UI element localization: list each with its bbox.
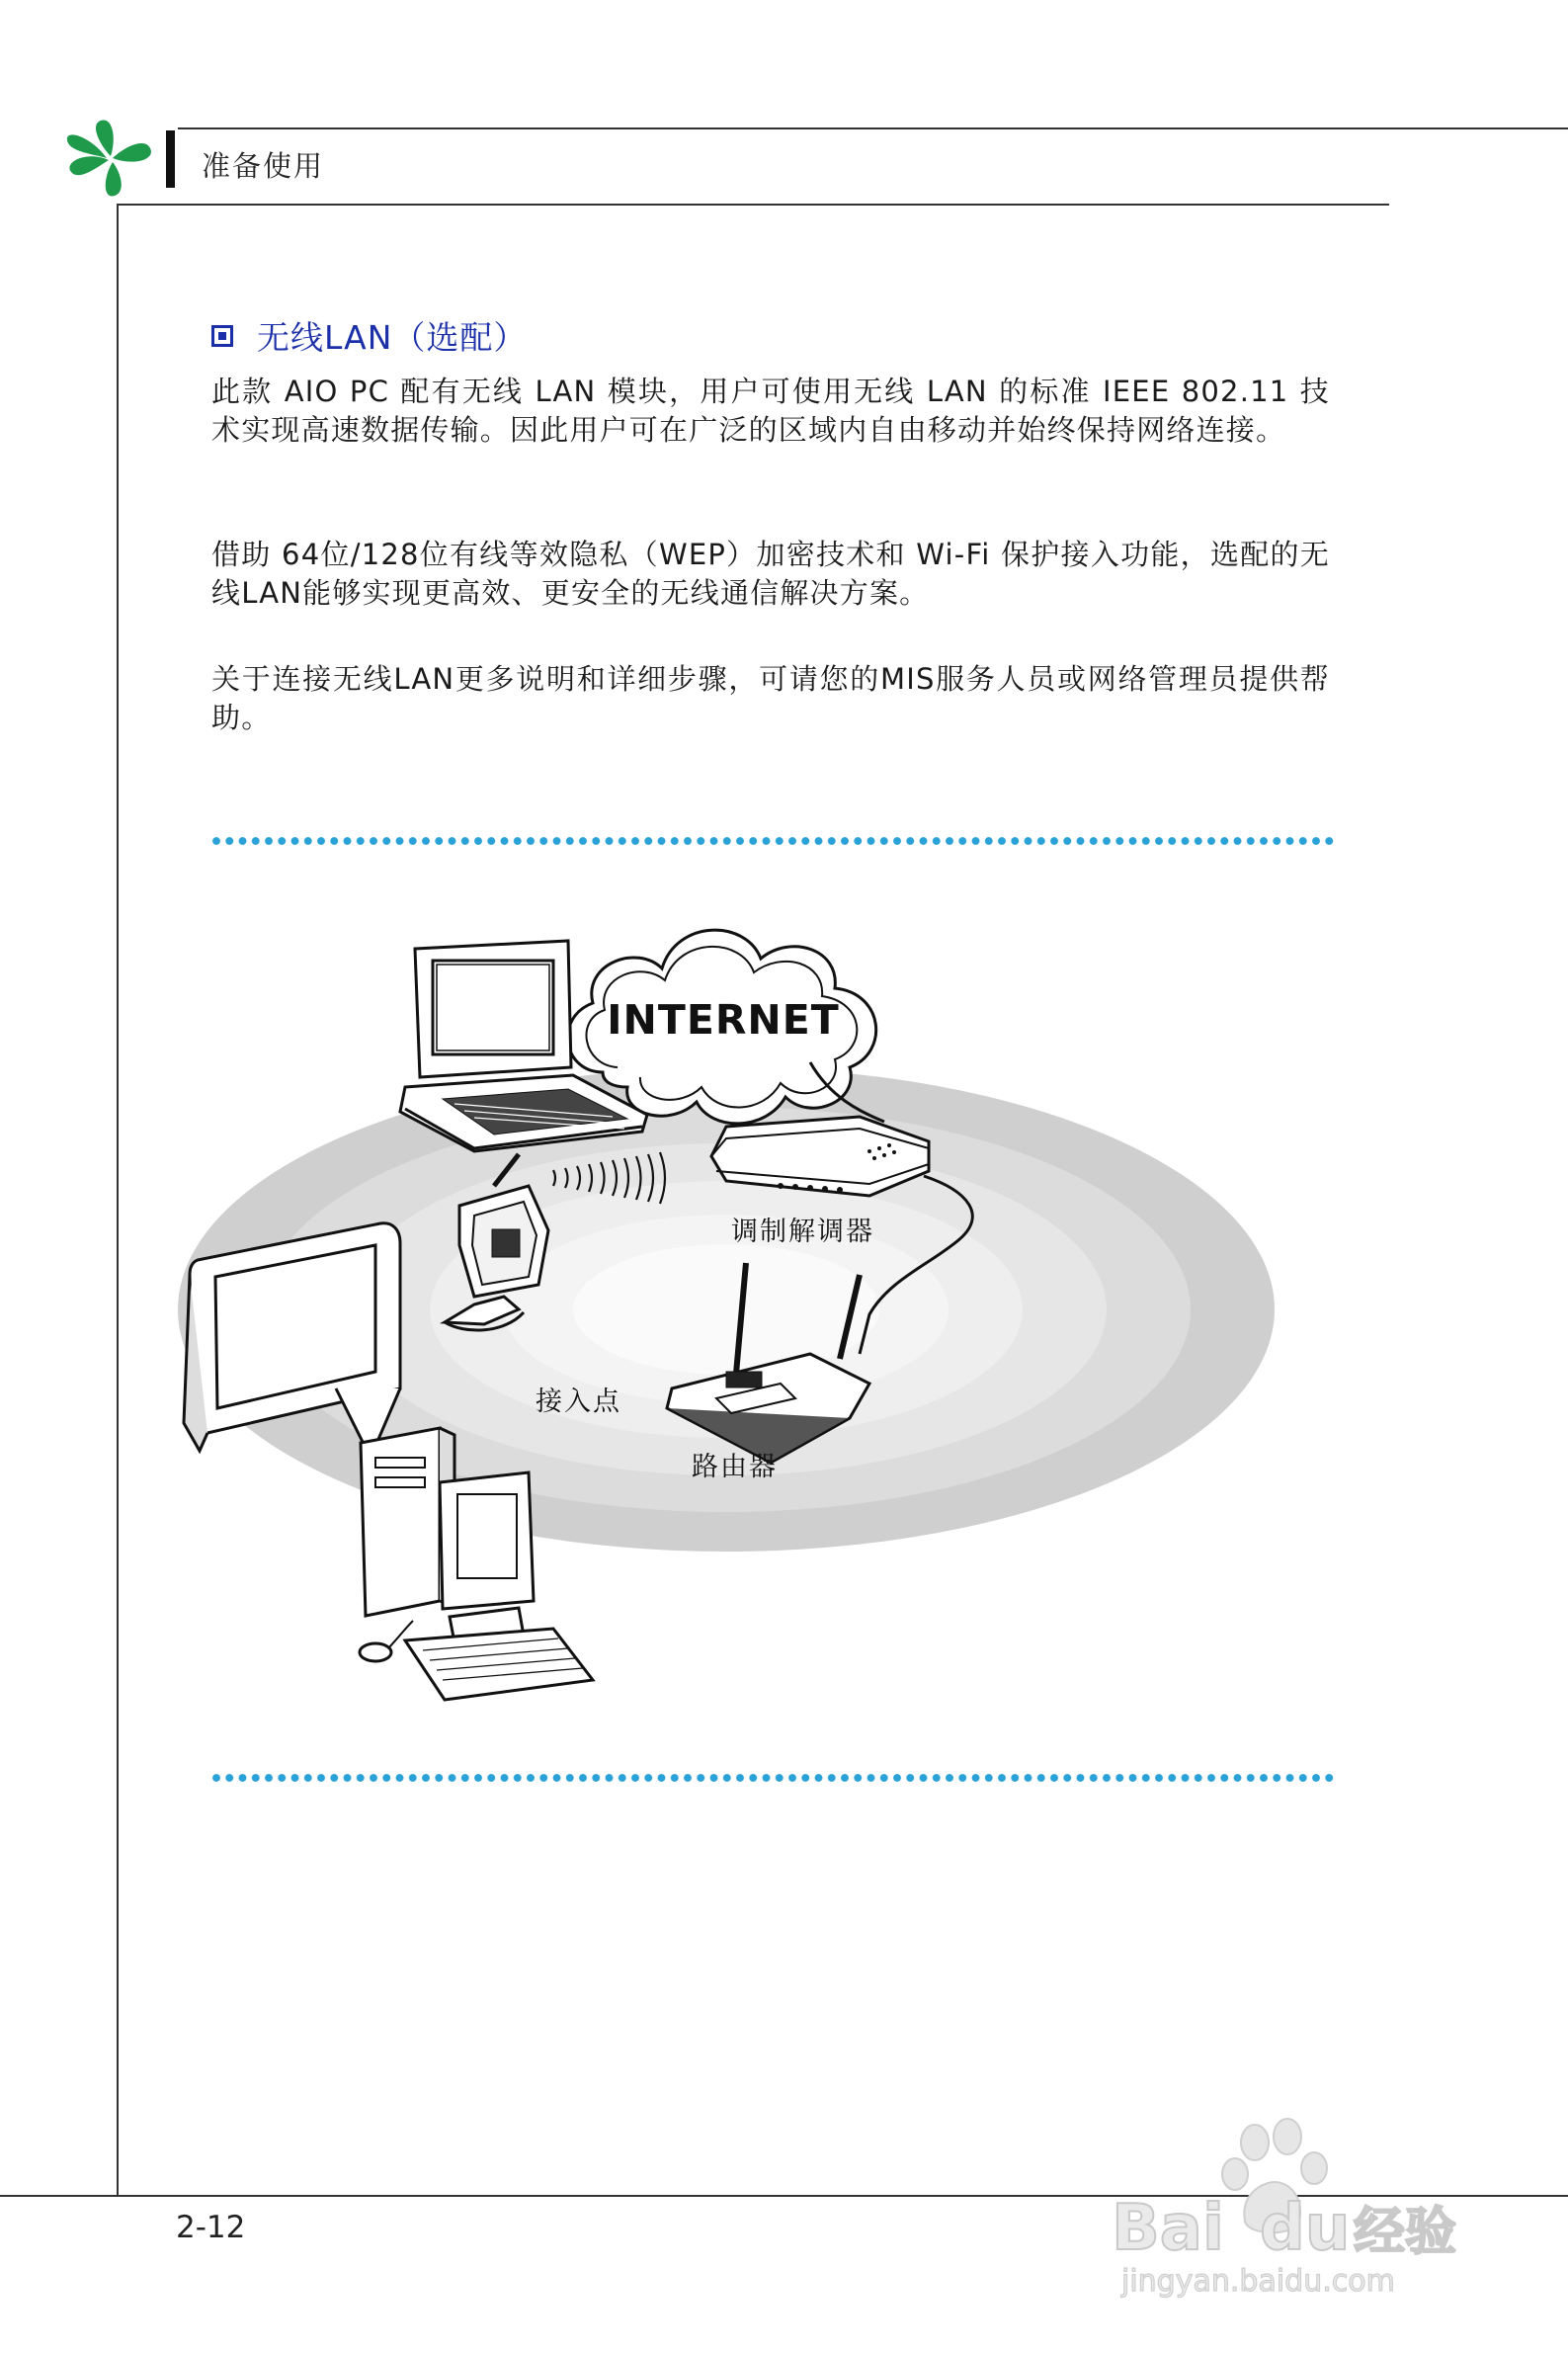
modem-icon (711, 1117, 929, 1196)
access-point-label: 接入点 (536, 1387, 621, 1417)
page-number: 2-12 (176, 2210, 246, 2245)
paragraph-help: 关于连接无线LAN更多说明和详细步骤，可请您的MIS服务人员或网络管理员提供帮助。 (211, 662, 1330, 734)
paragraph-wep: 借助 64位/128位有线等效隐私（WEP）加密技术和 Wi-Fi 保护接入功能，选配的无线LAN能够实现更高效、更安全的无线通信解决方案。 (211, 538, 1330, 610)
header-bar (166, 130, 175, 188)
section-heading-text: 无线LAN（选配） (257, 318, 528, 357)
wireless-network-diagram (178, 889, 1324, 1759)
clover-logo-icon (61, 117, 160, 200)
svg-text:经验: 经验 (1354, 2203, 1457, 2262)
internet-label: INTERNET (607, 996, 840, 1044)
header-top-rule (178, 127, 1568, 129)
baidu-watermark-logo (1092, 2113, 1477, 2301)
router-label: 路由器 (692, 1452, 778, 1482)
dotted-divider-bottom (211, 1773, 1336, 1783)
header-rule (117, 204, 1389, 206)
svg-text:jingyan.baidu.com: jingyan.baidu.com (1121, 2264, 1395, 2299)
square-bullet-icon (211, 325, 233, 347)
modem-label: 调制解调器 (731, 1217, 874, 1247)
paragraph-wireless-intro: 此款 AIO PC 配有无线 LAN 模块，用户可使用无线 LAN 的标准 IEEE 802.11 技术实现高速数据传输。因此用户可在广泛的区域内自由移动并始终保持网络连接。 (211, 375, 1330, 447)
left-margin-rule (117, 204, 119, 2196)
section-heading (211, 312, 527, 359)
svg-text:Bai: Bai (1112, 2192, 1224, 2265)
svg-text:du: du (1260, 2192, 1351, 2265)
header-title: 准备使用 (202, 149, 325, 183)
dotted-divider-top (211, 836, 1336, 846)
